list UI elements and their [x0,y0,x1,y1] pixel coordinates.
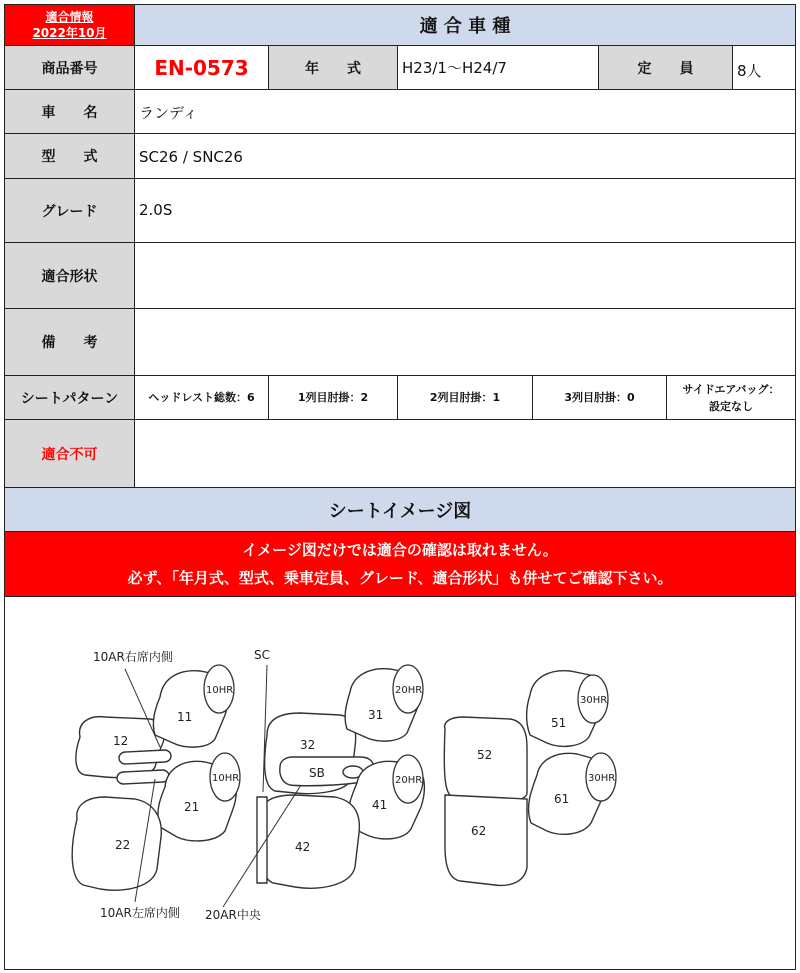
row2-armrest: 2列目肘掛：1 [397,375,533,420]
product-number-value: EN-0573 [134,45,269,90]
capacity-label: 定 員 [598,45,733,90]
armrest-2 [117,770,169,784]
seat-diagram [5,597,795,969]
hr-label-2: 10HR [212,773,240,784]
remarks-label: 備 考 [4,308,135,376]
seat-image-title: シートイメージ図 [4,487,796,532]
warning-line-1: イメージ図だけでは適合の確認は取れません。 [242,541,558,559]
callout-sb-center-text: 20AR中央 [205,908,261,922]
armrest-1 [119,750,171,764]
year-value: H23/1〜H24/7 [397,45,599,90]
seat-diagram-area [4,596,796,970]
fit-info-tag [4,4,135,46]
side-airbag [666,375,796,420]
side-airbag-label: サイドエアバッグ： [682,382,780,396]
label-61: 61 [554,792,570,806]
capacity-value: 8人 [732,45,796,90]
remarks-value [134,308,796,376]
headrest-total: ヘッドレスト総数：6 [134,375,269,420]
not-compatible-label: 適合不可 [4,419,135,488]
not-compatible-value [134,419,796,488]
seat-pattern-label: シートパターン [4,375,135,420]
warning-line-2: 必ず、「年月式、型式、乗車定員、グレード、適合形状」も併せてご確認下さい。 [127,569,673,587]
product-number-label: 商品番号 [4,45,135,90]
car-name-label: 車 名 [4,89,135,134]
hr-label-1: 10HR [206,685,234,696]
label-12: 12 [113,734,129,748]
label-62: 62 [471,824,487,838]
hr-label-6: 30HR [588,773,616,784]
page-title: 適 合 車 種 [134,4,796,46]
label-42: 42 [295,840,311,854]
year-label: 年 式 [268,45,398,90]
label-sb: SB [309,766,325,780]
label-41: 41 [372,798,388,812]
grade-value: 2.0S [134,178,796,243]
row1-armrest: 1列目肘掛：2 [268,375,398,420]
seat-62 [445,795,527,885]
row3-armrest: 3列目肘掛：0 [532,375,667,420]
callout-top-text: 10AR右席内側 [93,650,173,664]
model-label: 型 式 [4,133,135,179]
car-name-value: ランディ [134,89,796,134]
fit-info-date: 2022年10月 [32,26,107,40]
hr-label-4: 20HR [395,775,423,786]
callout-bottom-text: 10AR左席内側 [100,906,180,920]
label-52: 52 [477,748,493,762]
label-22: 22 [115,838,131,852]
label-51: 51 [551,716,567,730]
side-airbag-value: 設定なし [709,399,753,413]
fit-shape-value [134,242,796,309]
callout-sc-text: SC [254,648,270,662]
grade-label: グレード [4,178,135,243]
hr-label-3: 20HR [395,685,423,696]
hr-label-5: 30HR [580,695,608,706]
model-value: SC26 / SNC26 [134,133,796,179]
label-11: 11 [177,710,193,724]
label-21: 21 [184,800,200,814]
warning-banner [4,531,796,597]
fit-shape-label: 適合形状 [4,242,135,309]
label-31: 31 [368,708,384,722]
fit-info-label: 適合情報 [45,10,94,24]
label-32: 32 [300,738,316,752]
